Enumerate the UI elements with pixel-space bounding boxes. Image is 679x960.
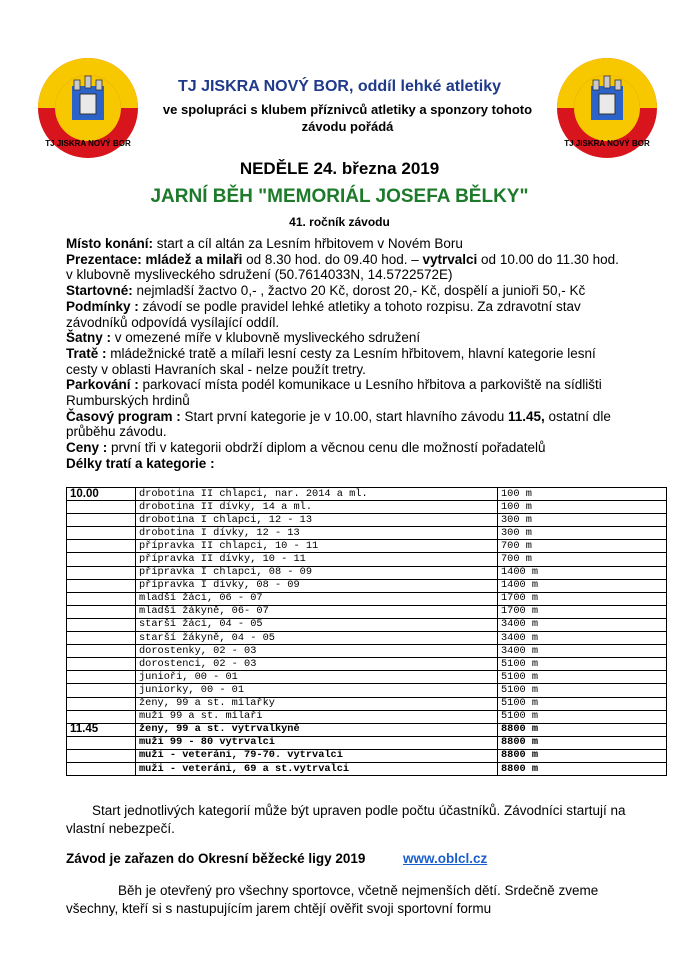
info-cond-label: Podmínky : <box>66 298 139 314</box>
league-text: Závod je zařazen do Okresní běžecké ligy 2019 <box>66 851 366 866</box>
category-distance: 3400 m <box>498 645 667 658</box>
info-presentation <box>66 252 626 283</box>
info-parking <box>66 377 626 408</box>
info-place <box>66 236 626 252</box>
category-time <box>67 566 136 579</box>
category-name: muži - veteráni, 79-70. vytrvalci <box>136 749 498 762</box>
table-row <box>67 618 667 631</box>
category-time <box>67 671 136 684</box>
table-row <box>67 723 667 736</box>
closing-text-body: Běh je otevřený pro všechny sportovce, včetně nejmenších dětí. Srdečně zveme všechny, kteří si s nastupujícím jarem chtějí ověřit svoji sportovní formu <box>66 883 599 916</box>
info-wardrobe-label: Šatny : <box>66 330 112 346</box>
category-distance: 5100 m <box>498 710 667 723</box>
info-fee-label: Startovné: <box>66 283 133 299</box>
info-place-label: Místo konání: <box>66 236 153 251</box>
category-name: dorostenky, 02 - 03 <box>136 645 498 658</box>
category-time <box>67 605 136 618</box>
info-fee <box>66 283 626 299</box>
category-name: starší žákyně, 04 - 05 <box>136 632 498 645</box>
category-name: přípravka I dívky, 08 - 09 <box>136 579 498 592</box>
table-row <box>67 514 667 527</box>
info-lengths <box>66 456 626 472</box>
table-row <box>67 645 667 658</box>
category-distance: 5100 m <box>498 658 667 671</box>
category-name: ženy, 99 a st. vytrvalkyně <box>136 723 498 736</box>
category-distance: 100 m <box>498 488 667 501</box>
category-time <box>67 697 136 710</box>
category-distance: 100 m <box>498 501 667 514</box>
category-time <box>67 501 136 514</box>
info-wardrobe <box>66 330 626 346</box>
category-distance: 1700 m <box>498 605 667 618</box>
info-wardrobe-text: v omezené míře v klubovně mysliveckého sdružení <box>111 330 421 346</box>
cooperation-line-1: ve spolupráci s klubem příznivců atletiky a sponzory tohoto <box>162 102 533 117</box>
category-time: 11.45 <box>67 723 136 736</box>
category-name: drobotina II dívky, 14 a ml. <box>136 501 498 514</box>
event-edition: 41. ročník závodu <box>289 215 390 229</box>
info-section <box>66 236 626 472</box>
category-time <box>67 540 136 553</box>
category-name: junioři, 00 - 01 <box>136 671 498 684</box>
logo-right-text: TJ JISKRA NOVÝ BOR <box>564 139 650 148</box>
cooperation-line-2: závodu pořádá <box>301 119 394 134</box>
category-distance: 1700 m <box>498 592 667 605</box>
category-name: drobotina II chlapci, nar. 2014 a ml. <box>136 488 498 501</box>
info-prizes-label: Ceny : <box>66 440 108 456</box>
category-name: dorostenci, 02 - 03 <box>136 658 498 671</box>
table-row <box>67 710 667 723</box>
category-distance: 700 m <box>498 540 667 553</box>
category-distance: 700 m <box>498 553 667 566</box>
category-distance: 8800 m <box>498 736 667 749</box>
table-row <box>67 540 667 553</box>
table-row <box>67 501 667 514</box>
info-parking-text: parkovací místa podél komunikace u Lesního hřbitova a parkoviště na sídlišti Rumburských hrdinů <box>66 377 602 409</box>
category-time <box>67 710 136 723</box>
category-distance: 8800 m <box>498 749 667 762</box>
categories-table <box>66 487 667 776</box>
info-fee-text: nejmladší žactvo 0,- , žactvo 20 Kč, dorost 20,- Kč, dospělí a junioři 50,- Kč <box>132 283 586 299</box>
category-name: drobotina I dívky, 12 - 13 <box>136 527 498 540</box>
category-time <box>67 632 136 645</box>
start-note <box>66 802 626 838</box>
info-place-text: start a cíl altán za Lesním hřbitovem v Novém Boru <box>153 236 463 251</box>
category-time <box>67 579 136 592</box>
info-lengths-label: Délky tratí a kategorie : <box>66 455 215 471</box>
category-name: mladší žákyně, 06- 07 <box>136 605 498 618</box>
table-row <box>67 697 667 710</box>
info-tracks <box>66 346 626 377</box>
category-name: přípravka II chlapci, 10 - 11 <box>136 540 498 553</box>
category-name: juniorky, 00 - 01 <box>136 684 498 697</box>
table-row <box>67 658 667 671</box>
start-note-text: Start jednotlivých kategorií může být upraven podle počtu účastníků. Závodníci startují na vlastní nebezpečí. <box>66 803 626 836</box>
info-pres-text2: od 10.00 do 11.30 hod. v klubovně mysliveckého sdružení (50.7614033N, 14.5722572E) <box>66 251 619 283</box>
closing-text <box>66 882 626 918</box>
logo-left-text: TJ JISKRA NOVÝ BOR <box>45 139 131 148</box>
league-link[interactable]: www.oblcl.cz <box>403 851 488 866</box>
table-row <box>67 684 667 697</box>
category-time <box>67 762 136 775</box>
info-schedule-label: Časový program : <box>66 408 181 424</box>
category-distance: 5100 m <box>498 697 667 710</box>
table-row <box>67 592 667 605</box>
info-prizes <box>66 440 626 456</box>
info-pres-text1: od 8.30 hod. do 09.40 hod. – <box>242 251 423 267</box>
category-distance: 3400 m <box>498 618 667 631</box>
club-logo-right-icon <box>555 56 659 160</box>
category-distance: 3400 m <box>498 632 667 645</box>
organizer-title: TJ JISKRA NOVÝ BOR, oddíl lehké atletiky <box>177 78 502 95</box>
info-schedule-text1: Start první kategorie je v 10.00, start hlavního závodu <box>180 408 508 424</box>
category-name: muži 99 a st. mílaři <box>136 710 498 723</box>
category-distance: 1400 m <box>498 579 667 592</box>
info-pres-youth: mládež a milaři <box>141 251 243 267</box>
info-parking-label: Parkování : <box>66 377 139 393</box>
category-time <box>67 527 136 540</box>
category-distance: 300 m <box>498 527 667 540</box>
category-distance: 1400 m <box>498 566 667 579</box>
category-time <box>67 736 136 749</box>
category-name: ženy, 99 a st. mílařky <box>136 697 498 710</box>
table-row <box>67 749 667 762</box>
info-pres-label: Prezentace: <box>66 251 142 267</box>
category-name: muži 99 - 80 vytrvalci <box>136 736 498 749</box>
info-prizes-text: první tři v kategorii obdrží diplom a věcnou cenu dle možností pořadatelů <box>107 440 546 456</box>
category-name: mladší žáci, 06 - 07 <box>136 592 498 605</box>
table-row <box>67 579 667 592</box>
cooperation-line <box>140 101 555 135</box>
info-tracks-label: Tratě : <box>66 345 107 361</box>
category-time <box>67 684 136 697</box>
category-time <box>67 592 136 605</box>
event-date: NEDĚLE 24. března 2019 <box>239 159 440 178</box>
table-row <box>67 566 667 579</box>
info-tracks-text: mládežnické tratě a mílaři lesní cesty za Lesním hřbitovem, hlavní kategorie lesní cesty v oblasti Havraních skal - nelze použít tretry. <box>66 345 596 377</box>
category-time <box>67 553 136 566</box>
info-schedule-main: 11.45, <box>507 408 545 424</box>
table-row <box>67 632 667 645</box>
info-pres-runners: vytrvalci <box>422 251 478 267</box>
category-distance: 8800 m <box>498 723 667 736</box>
category-name: přípravka II dívky, 10 - 11 <box>136 553 498 566</box>
info-cond-text: závodí se podle pravidel lehké atletiky a tohoto rozpisu. Za zdravotní stav závodníků odpovídá vysílající oddíl. <box>66 298 581 330</box>
info-conditions <box>66 299 626 330</box>
category-name: muži - veteráni, 69 a st.vytrvalci <box>136 762 498 775</box>
table-row <box>67 488 667 501</box>
category-distance: 5100 m <box>498 684 667 697</box>
info-schedule <box>66 409 626 440</box>
table-row <box>67 605 667 618</box>
category-name: drobotina I chlapci, 12 - 13 <box>136 514 498 527</box>
table-row <box>67 671 667 684</box>
category-time <box>67 618 136 631</box>
table-row <box>67 527 667 540</box>
category-name: přípravka I chlapci, 08 - 09 <box>136 566 498 579</box>
table-row <box>67 762 667 775</box>
category-time: 10.00 <box>67 488 136 501</box>
category-time <box>67 645 136 658</box>
category-name: starší žáci, 04 - 05 <box>136 618 498 631</box>
event-name: JARNÍ BĚH "MEMORIÁL JOSEFA BĚLKY" <box>150 186 529 207</box>
category-distance: 5100 m <box>498 671 667 684</box>
category-time <box>67 749 136 762</box>
club-logo-left-icon <box>36 56 140 160</box>
category-time <box>67 658 136 671</box>
category-distance: 8800 m <box>498 762 667 775</box>
category-time <box>67 514 136 527</box>
category-distance: 300 m <box>498 514 667 527</box>
info-schedule-text2: ostatní dle průběhu závodu. <box>66 408 611 440</box>
table-row <box>67 736 667 749</box>
table-row <box>67 553 667 566</box>
